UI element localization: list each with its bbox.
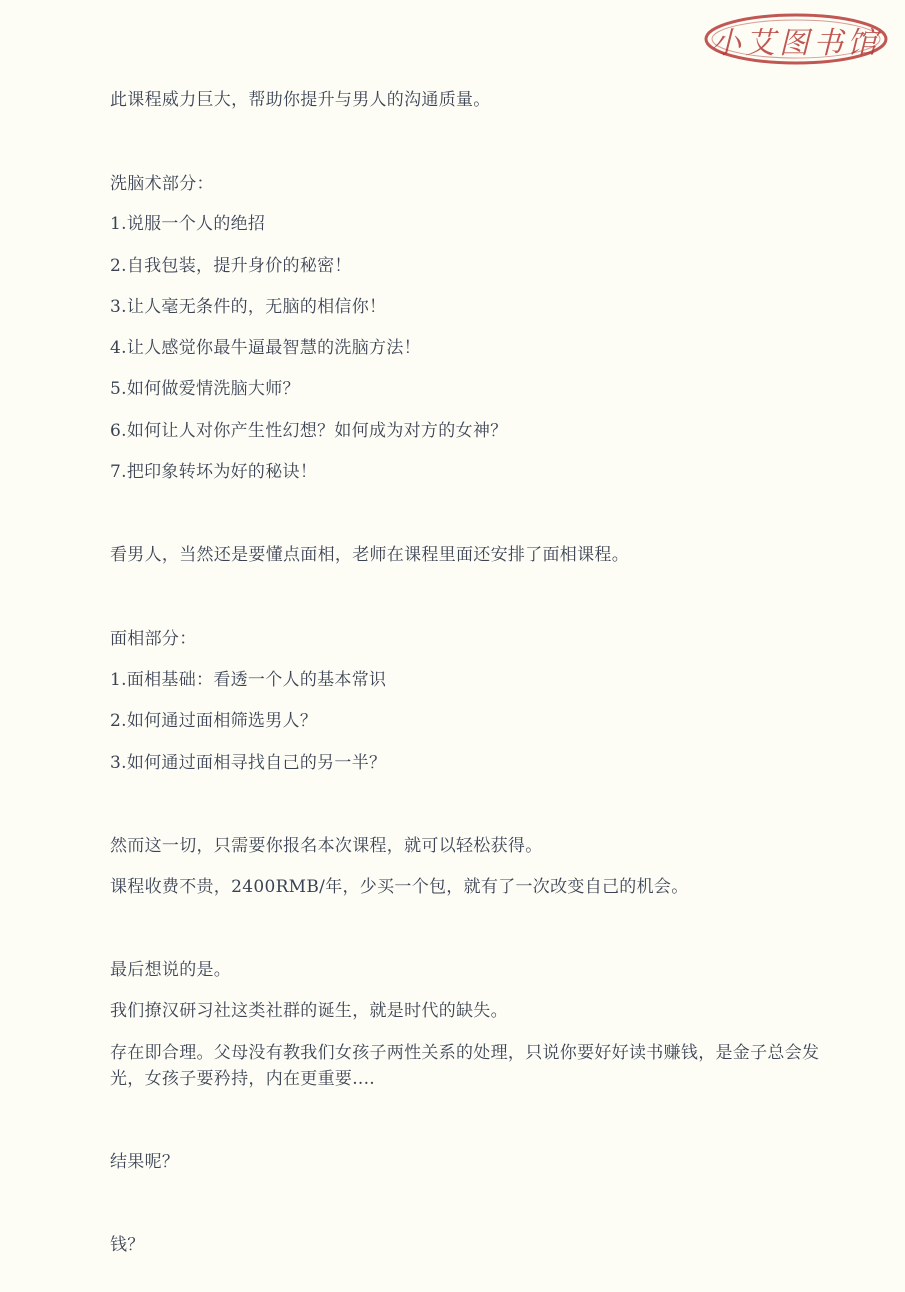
brainwash-heading: 洗脑术部分： [110, 174, 214, 194]
closing-question: 结果呢？ [110, 1152, 180, 1172]
closing-line: 最后想说的是。 [110, 960, 232, 980]
face-item: 2.如何通过面相筛选男人？ [110, 711, 318, 731]
closing-money: 钱？ [110, 1235, 145, 1255]
library-watermark-stamp [700, 8, 892, 70]
face-heading: 面相部分： [110, 629, 197, 649]
brainwash-item: 1.说服一个人的绝招 [110, 214, 266, 234]
face-item: 1.面相基础：看透一个人的基本常识 [110, 670, 387, 690]
brainwash-item: 4.让人感觉你最牛逼最智慧的洗脑方法！ [110, 338, 421, 358]
brainwash-item: 7.把印象转坏为好的秘诀！ [110, 462, 318, 482]
brainwash-item: 2.自我包装，提升身价的秘密！ [110, 256, 352, 276]
pitch-line: 然而这一切，只需要你报名本次课程，就可以轻松获得。 [110, 836, 543, 856]
intro-text: 此课程威力巨大，帮助你提升与男人的沟通质量。 [110, 90, 491, 110]
brainwash-item: 3.让人毫无条件的，无脑的相信你！ [110, 297, 387, 317]
closing-paragraph: 存在即合理。父母没有教我们女孩子两性关系的处理，只说你要好好读书赚钱，是金子总会发光，女孩子要矜持，内在更重要.... [110, 1043, 820, 1089]
face-item: 3.如何通过面相寻找自己的另一半？ [110, 753, 387, 773]
brainwash-item: 5.如何做爱情洗脑大师？ [110, 379, 300, 399]
closing-line: 我们撩汉研习社这类社群的诞生，就是时代的缺失。 [110, 1001, 508, 1021]
watermark-text: 小艾图书馆 [711, 26, 881, 61]
pitch-line: 课程收费不贵，2400RMB/年，少买一个包，就有了一次改变自己的机会。 [110, 877, 689, 897]
face-intro-text: 看男人，当然还是要懂点面相，老师在课程里面还安排了面相课程。 [110, 545, 629, 565]
brainwash-item: 6.如何让人对你产生性幻想？如何成为对方的女神？ [110, 421, 508, 441]
